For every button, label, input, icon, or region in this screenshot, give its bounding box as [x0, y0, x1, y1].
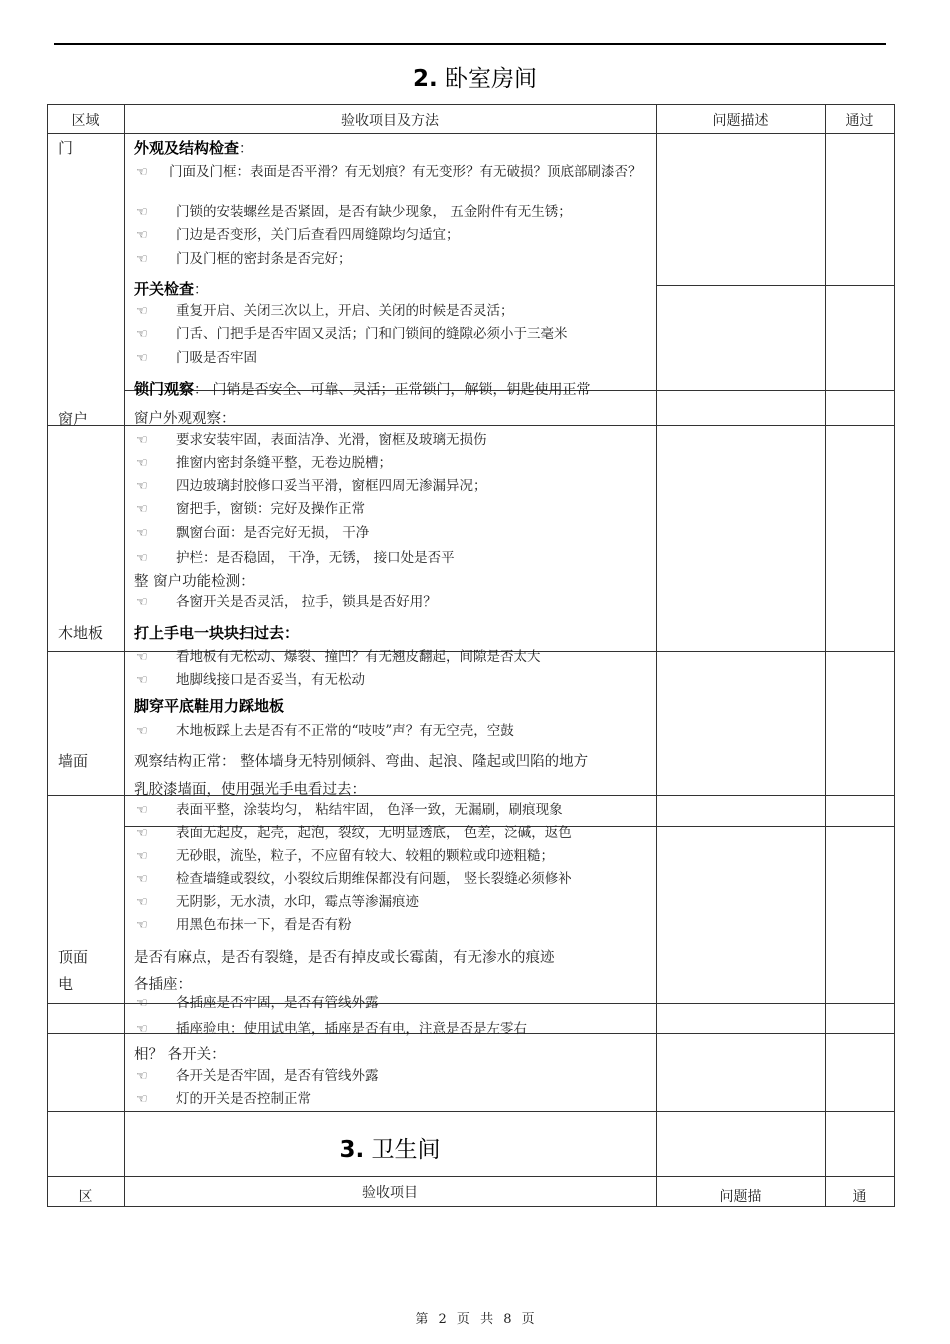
page-footer: 第 2 页 共 8 页 — [415, 1312, 535, 1327]
list-item: ☜ 重复开启、关闭三次以上，开启、关闭的时候是否灵活； — [136, 303, 514, 319]
pointing-hand-icon: ☜ — [136, 849, 148, 864]
list-item: ☜ 门边是否变形，关门后查看四周缝隙均匀适宜； — [136, 227, 460, 243]
door-lock-heading: 锁门观察： 门销是否安全、可靠、灵活；正常锁门，解锁，钥匙使用正常 — [134, 380, 591, 398]
pointing-hand-icon: ☜ — [136, 456, 148, 471]
list-item: ☜ 飘窗台面：是否完好无损， 干净 — [136, 525, 370, 541]
list-item: ☜ 推窗内密封条缝平整，无卷边脱槽； — [136, 455, 392, 471]
pointing-hand-icon: ☜ — [136, 826, 148, 841]
area-wall: 墙面 — [58, 752, 89, 770]
wall-structure-text: 观察结构正常： 整体墙身无特别倾斜、弯曲、起浪、隆起或凹陷的地方 — [134, 754, 589, 770]
wall-paint-text: 乳胶漆墙面，使用强光手电看过去： — [134, 782, 366, 798]
pointing-hand-icon: ☜ — [136, 228, 148, 243]
electric-socket-label: 各插座： — [134, 977, 192, 993]
pointing-hand-icon: ☜ — [136, 433, 148, 448]
pointing-hand-icon: ☜ — [136, 650, 148, 665]
list-item: ☜ 护栏：是否稳固， 干净，无锈， 接口处是否平 — [136, 550, 455, 566]
list-item: ☜ 各开关是否牢固，是否有管线外露 — [136, 1068, 379, 1084]
list-item: ☜ 表面平整，涂装均匀， 粘结牢固， 色泽一致，无漏刷，刷痕现象 — [136, 802, 563, 818]
header-pass-2: 通 — [852, 1189, 867, 1205]
header-problem: 问题描述 — [712, 113, 769, 129]
header-items-2: 验收项目 — [362, 1185, 418, 1201]
header-area-2: 区 — [78, 1189, 93, 1205]
electric-switch-label: 相？ 各开关： — [134, 1047, 226, 1063]
list-item: ☜ 门及门框的密封条是否完好； — [136, 251, 352, 267]
list-item: ☜ 门面及门框：表面是否平滑？有无划痕？有无变形？有无破损？顶底部刷漆否？ — [136, 164, 642, 180]
section-title-bathroom: 3. 卫生间 — [339, 1137, 441, 1163]
pointing-hand-icon: ☜ — [136, 872, 148, 887]
list-item: ☜ 门锁的安装螺丝是否紧固，是否有缺少现象， 五金附件有无生锈； — [136, 204, 572, 220]
list-item: ☜ 表面无起皮，起壳，起泡，裂纹，无明显透底， 色差，泛碱，返色 — [136, 825, 572, 841]
header-area: 区域 — [71, 113, 100, 129]
list-item: ☜ 用黑色布抹一下，看是否有粉 — [136, 917, 352, 933]
pointing-hand-icon: ☜ — [136, 673, 148, 688]
section-title-bedroom: 2. 卧室房间 — [412, 66, 538, 92]
list-item: ☜ 地脚线接口是否妥当，有无松动 — [136, 672, 365, 688]
pointing-hand-icon: ☜ — [136, 252, 148, 267]
pointing-hand-icon: ☜ — [136, 327, 148, 342]
floor-step-heading: 脚穿平底鞋用力踩地板 — [134, 697, 285, 715]
list-item: ☜ 门吸是否牢固 — [136, 350, 257, 366]
door-appearance-heading: 外观及结构检查： — [134, 139, 254, 157]
window-function-label: 整 窗户功能检测： — [134, 574, 255, 590]
pointing-hand-icon: ☜ — [136, 595, 148, 610]
pointing-hand-icon: ☜ — [136, 803, 148, 818]
list-item: ☜ 要求安装牢固，表面洁净、光滑，窗框及玻璃无损伤 — [136, 432, 487, 448]
list-item: ☜ 四边玻璃封胶修口妥当平滑，窗框四周无渗漏异况； — [136, 478, 487, 494]
list-item: ☜ 各窗开关是否灵活， 拉手，锁具是否好用？ — [136, 594, 437, 610]
pointing-hand-icon: ☜ — [136, 502, 148, 517]
pointing-hand-icon: ☜ — [136, 551, 148, 566]
header-items: 验收项目及方法 — [341, 113, 439, 129]
pointing-hand-icon: ☜ — [136, 304, 148, 319]
pointing-hand-icon: ☜ — [136, 1022, 148, 1037]
pointing-hand-icon: ☜ — [136, 165, 148, 180]
pointing-hand-icon: ☜ — [136, 526, 148, 541]
area-electric: 电 — [58, 975, 74, 993]
pointing-hand-icon: ☜ — [136, 996, 148, 1011]
list-item: ☜ 插座验电：使用试电笔，插座是否有电，注意是否是左零右 — [136, 1021, 527, 1037]
list-item: ☜ 无阴影，无水渍，水印，霉点等渗漏痕迹 — [136, 894, 419, 910]
list-item: ☜ 木地板踩上去是否有不正常的“吱吱”声？有无空壳，空鼓 — [136, 723, 514, 739]
pointing-hand-icon: ☜ — [136, 351, 148, 366]
pointing-hand-icon: ☜ — [136, 895, 148, 910]
area-floor: 木地板 — [58, 624, 104, 642]
ceiling-text: 是否有麻点，是否有裂缝，是否有掉皮或长霉菌，有无渗水的痕迹 — [134, 950, 555, 966]
header-pass: 通过 — [845, 113, 874, 129]
floor-flashlight-heading: 打上手电一块块扫过去： — [134, 624, 300, 642]
list-item: ☜ 窗把手，窗锁：完好及操作正常 — [136, 501, 365, 517]
door-switch-heading: 开关检查： — [134, 280, 209, 298]
pointing-hand-icon: ☜ — [136, 724, 148, 739]
list-item: ☜ 检查墙缝或裂纹，小裂纹后期维保都没有问题， 竖长裂缝必须修补 — [136, 871, 572, 887]
pointing-hand-icon: ☜ — [136, 1092, 148, 1107]
pointing-hand-icon: ☜ — [136, 479, 148, 494]
list-item: ☜ 门舌、门把手是否牢固又灵活；门和门锁间的缝隙必须小于三毫米 — [136, 326, 568, 342]
list-item: ☜ 无砂眼，流坠，粒子，不应留有较大、较粗的颗粒或印迹粗糙； — [136, 848, 554, 864]
area-window: 窗户 — [58, 410, 89, 428]
pointing-hand-icon: ☜ — [136, 205, 148, 220]
list-item: ☜ 看地板有无松动、爆裂、撞凹？有无翘皮翻起，间隙是否太大 — [136, 649, 541, 665]
pointing-hand-icon: ☜ — [136, 918, 148, 933]
area-ceiling: 顶面 — [58, 948, 89, 966]
pointing-hand-icon: ☜ — [136, 1069, 148, 1084]
list-item: ☜ 各插座是否牢固，是否有管线外露 — [136, 995, 379, 1011]
area-door: 门 — [58, 139, 74, 157]
list-item: ☜ 灯的开关是否控制正常 — [136, 1091, 311, 1107]
window-appearance-label: 窗户外观观察： — [134, 411, 236, 427]
header-problem-2: 问题描 — [719, 1189, 762, 1205]
